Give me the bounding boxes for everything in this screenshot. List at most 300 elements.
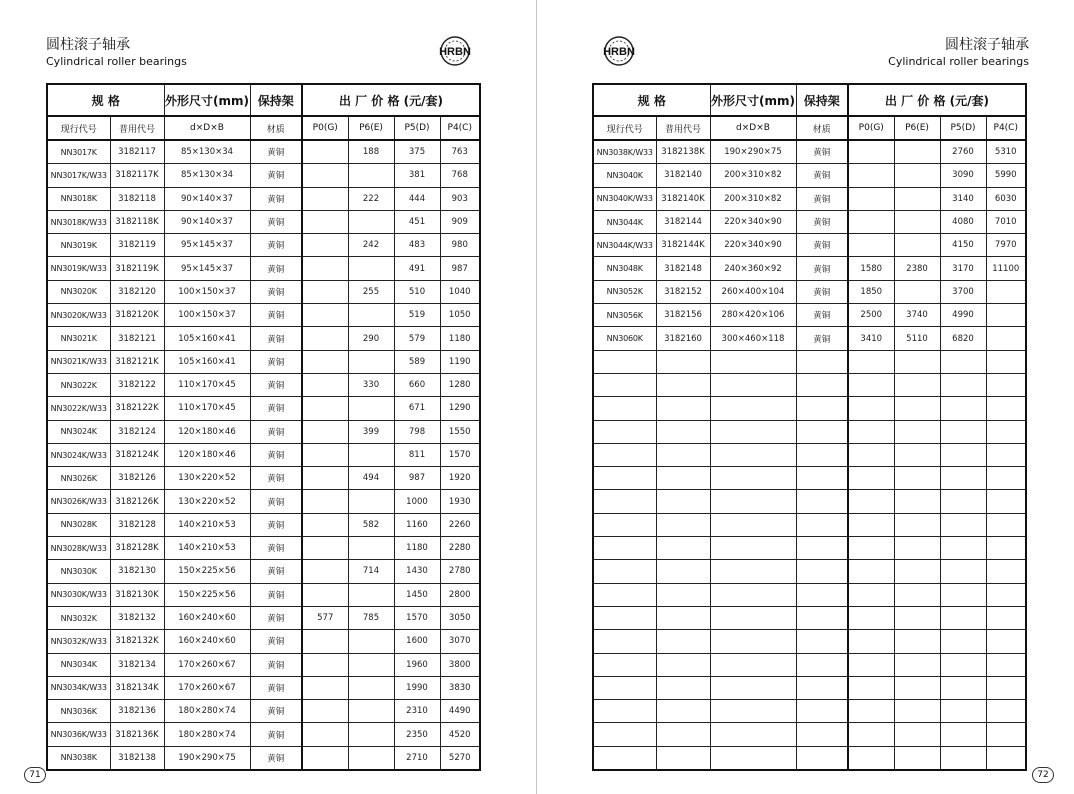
empty-table-row <box>593 560 1026 583</box>
cell-p4: 1290 <box>440 397 480 420</box>
cell-p6 <box>894 234 940 257</box>
table-row <box>47 164 480 187</box>
empty-table-row <box>593 420 1026 443</box>
cell-dimensions: 240×360×92 <box>710 257 796 280</box>
empty-table-row <box>593 467 1026 490</box>
cell-p0 <box>302 560 348 583</box>
cell-material: 黄铜 <box>250 443 302 466</box>
cell-dimensions: 180×280×74 <box>164 700 250 723</box>
cell-material: 黄铜 <box>250 397 302 420</box>
cell-dimensions: 200×310×82 <box>710 164 796 187</box>
cell-p0 <box>848 676 894 699</box>
cell-p4 <box>986 560 1026 583</box>
cell-common-code: 3182140K <box>656 187 710 210</box>
cell-material: 黄铜 <box>250 746 302 770</box>
table-row <box>593 257 1026 280</box>
cell-p6: 222 <box>348 187 394 210</box>
cell-common-code <box>656 443 710 466</box>
cell-common-code: 3182140 <box>656 164 710 187</box>
cell-common-code: 3182126K <box>110 490 164 513</box>
cell-current-code <box>593 443 656 466</box>
cell-common-code: 3182130 <box>110 560 164 583</box>
cell-p5 <box>940 676 986 699</box>
cell-dimensions <box>710 397 796 420</box>
cell-p5: 1960 <box>394 653 440 676</box>
cell-p4 <box>986 723 1026 746</box>
table-row <box>47 187 480 210</box>
page-title-zh: 圆柱滚子轴承 <box>46 37 130 53</box>
cell-material: 黄铜 <box>250 304 302 327</box>
cell-p6: 290 <box>348 327 394 350</box>
cell-p5: 1600 <box>394 630 440 653</box>
cell-p0 <box>848 537 894 560</box>
page-title-en: Cylindrical roller bearings <box>888 55 1029 68</box>
cell-material <box>796 350 848 373</box>
empty-table-row <box>593 606 1026 629</box>
cell-p5: 444 <box>394 187 440 210</box>
cell-p0: 1850 <box>848 280 894 303</box>
cell-p4: 1570 <box>440 443 480 466</box>
cell-material: 黄铜 <box>250 210 302 233</box>
cell-p0: 3410 <box>848 327 894 350</box>
cell-p4: 768 <box>440 164 480 187</box>
cell-p5 <box>940 583 986 606</box>
table-row <box>47 723 480 746</box>
cell-dimensions: 140×210×53 <box>164 513 250 536</box>
cell-common-code: 3182136 <box>110 700 164 723</box>
cell-p0 <box>302 490 348 513</box>
cell-p5: 671 <box>394 397 440 420</box>
cell-p5 <box>940 560 986 583</box>
cell-p6 <box>894 746 940 770</box>
cell-p6 <box>348 630 394 653</box>
cell-p4: 1280 <box>440 373 480 396</box>
cell-p6: 5110 <box>894 327 940 350</box>
empty-table-row <box>593 373 1026 396</box>
cell-common-code: 3182124K <box>110 443 164 466</box>
cell-p6: 242 <box>348 234 394 257</box>
cell-p4: 1040 <box>440 280 480 303</box>
cell-dimensions <box>710 746 796 770</box>
cell-p5 <box>940 723 986 746</box>
cell-p5: 2710 <box>394 746 440 770</box>
empty-table-row <box>593 583 1026 606</box>
cell-p6 <box>894 700 940 723</box>
table-row <box>47 700 480 723</box>
cell-material: 黄铜 <box>250 723 302 746</box>
cell-common-code <box>656 700 710 723</box>
cell-current-code: NN3019K <box>47 234 110 257</box>
cell-dimensions: 120×180×46 <box>164 443 250 466</box>
cell-material: 黄铜 <box>250 653 302 676</box>
cell-material: 黄铜 <box>250 490 302 513</box>
cell-current-code: NN3017K/W33 <box>47 164 110 187</box>
cell-current-code <box>593 537 656 560</box>
cell-dimensions <box>710 606 796 629</box>
cell-dimensions: 95×145×37 <box>164 234 250 257</box>
cell-common-code <box>656 746 710 770</box>
cell-material: 黄铜 <box>250 234 302 257</box>
cell-p6 <box>348 164 394 187</box>
cell-p0: 1580 <box>848 257 894 280</box>
cell-p4: 1550 <box>440 420 480 443</box>
group-header-row <box>47 84 480 116</box>
cell-p4 <box>986 700 1026 723</box>
cell-p0 <box>848 653 894 676</box>
cell-material <box>796 723 848 746</box>
cell-common-code: 3182118K <box>110 210 164 233</box>
left-table-body <box>47 140 480 770</box>
cell-dimensions <box>710 630 796 653</box>
cell-common-code: 3182122K <box>110 397 164 420</box>
cell-p0 <box>302 630 348 653</box>
cell-p0 <box>848 164 894 187</box>
cell-p5: 987 <box>394 467 440 490</box>
cell-common-code: 3182134 <box>110 653 164 676</box>
cell-p0 <box>848 513 894 536</box>
cell-p6 <box>894 653 940 676</box>
cell-current-code: NN3026K/W33 <box>47 490 110 513</box>
cell-p6: 582 <box>348 513 394 536</box>
table-row <box>47 746 480 770</box>
cell-p6 <box>894 443 940 466</box>
cell-common-code: 3182138K <box>656 140 710 164</box>
cell-common-code <box>656 630 710 653</box>
cell-p4 <box>986 606 1026 629</box>
sub-header-row <box>593 116 1026 140</box>
cell-p6 <box>894 210 940 233</box>
cell-dimensions: 260×400×104 <box>710 280 796 303</box>
cell-p0 <box>302 210 348 233</box>
cell-common-code: 3182160 <box>656 327 710 350</box>
cell-dimensions: 180×280×74 <box>164 723 250 746</box>
page-title-zh: 圆柱滚子轴承 <box>945 37 1029 53</box>
cell-material: 黄铜 <box>250 676 302 699</box>
table-row <box>47 234 480 257</box>
cell-material: 黄铜 <box>250 327 302 350</box>
cell-p6 <box>348 257 394 280</box>
cell-p5: 2310 <box>394 700 440 723</box>
cell-p5 <box>940 513 986 536</box>
header-p4: P4(C) <box>440 116 480 140</box>
cell-common-code: 3182138 <box>110 746 164 770</box>
table-row <box>47 373 480 396</box>
cell-common-code: 3182144K <box>656 234 710 257</box>
cell-p4: 903 <box>440 187 480 210</box>
header-p5: P5(D) <box>940 116 986 140</box>
cell-p5: 3140 <box>940 187 986 210</box>
cell-p0 <box>848 420 894 443</box>
cell-p0 <box>302 304 348 327</box>
cell-common-code: 3182126 <box>110 467 164 490</box>
cell-current-code: NN3019K/W33 <box>47 257 110 280</box>
cell-material <box>796 537 848 560</box>
cell-dimensions: 110×170×45 <box>164 397 250 420</box>
cell-current-code <box>593 513 656 536</box>
cell-dimensions <box>710 583 796 606</box>
header-current-code: 现行代号 <box>593 116 656 140</box>
cell-p5: 798 <box>394 420 440 443</box>
sub-header-row <box>47 116 480 140</box>
cell-p6: 2380 <box>894 257 940 280</box>
page-number: 71 <box>24 767 46 783</box>
bearing-price-table <box>46 83 481 771</box>
cell-p5: 2760 <box>940 140 986 164</box>
cell-current-code: NN3036K/W33 <box>47 723 110 746</box>
empty-table-row <box>593 443 1026 466</box>
empty-table-row <box>593 653 1026 676</box>
table-row <box>47 420 480 443</box>
cell-material: 黄铜 <box>796 210 848 233</box>
table-row <box>47 537 480 560</box>
cell-material: 黄铜 <box>250 187 302 210</box>
cell-p5: 381 <box>394 164 440 187</box>
cell-p5: 491 <box>394 257 440 280</box>
logo-text: HRBN <box>439 46 471 58</box>
cell-current-code: NN3028K/W33 <box>47 537 110 560</box>
cell-p5 <box>940 350 986 373</box>
cell-p6: 785 <box>348 606 394 629</box>
cell-p0 <box>302 373 348 396</box>
cell-p4 <box>986 304 1026 327</box>
cell-p6 <box>894 606 940 629</box>
cell-p4: 763 <box>440 140 480 164</box>
cell-p0 <box>848 560 894 583</box>
cell-dimensions: 130×220×52 <box>164 490 250 513</box>
cell-p4: 1050 <box>440 304 480 327</box>
cell-p6 <box>348 746 394 770</box>
cell-material <box>796 676 848 699</box>
empty-table-row <box>593 350 1026 373</box>
header-p6: P6(E) <box>348 116 394 140</box>
cell-dimensions: 220×340×90 <box>710 210 796 233</box>
cell-common-code: 3182118 <box>110 187 164 210</box>
cell-p6 <box>894 373 940 396</box>
cell-dimensions: 200×310×82 <box>710 187 796 210</box>
cell-current-code: NN3032K <box>47 606 110 629</box>
cell-p6 <box>894 630 940 653</box>
cell-material <box>796 420 848 443</box>
cell-p4 <box>986 746 1026 770</box>
empty-table-row <box>593 723 1026 746</box>
cell-common-code <box>656 606 710 629</box>
cell-common-code: 3182130K <box>110 583 164 606</box>
cell-p6 <box>348 700 394 723</box>
cell-dimensions <box>710 443 796 466</box>
cell-material <box>796 467 848 490</box>
cell-current-code: NN3060K <box>593 327 656 350</box>
cell-dimensions <box>710 490 796 513</box>
cell-current-code: NN3024K/W33 <box>47 443 110 466</box>
cell-common-code <box>656 653 710 676</box>
header-p6: P6(E) <box>894 116 940 140</box>
cell-p0 <box>848 746 894 770</box>
cell-common-code: 3182121K <box>110 350 164 373</box>
cell-p4: 2800 <box>440 583 480 606</box>
cell-p5: 579 <box>394 327 440 350</box>
cell-current-code <box>593 676 656 699</box>
header-p5: P5(D) <box>394 116 440 140</box>
cell-current-code: NN3048K <box>593 257 656 280</box>
cell-material: 黄铜 <box>250 560 302 583</box>
cell-current-code <box>593 420 656 443</box>
cell-p5: 519 <box>394 304 440 327</box>
cell-p5: 1990 <box>394 676 440 699</box>
cell-material <box>796 606 848 629</box>
hrbn-logo-icon <box>595 34 643 68</box>
table-row <box>593 327 1026 350</box>
cell-p5: 4150 <box>940 234 986 257</box>
header-p0: P0(G) <box>302 116 348 140</box>
cell-dimensions <box>710 676 796 699</box>
cell-current-code: NN3021K <box>47 327 110 350</box>
table-row <box>47 443 480 466</box>
empty-table-row <box>593 630 1026 653</box>
cell-p5 <box>940 467 986 490</box>
cell-p4 <box>986 467 1026 490</box>
cell-dimensions: 90×140×37 <box>164 187 250 210</box>
cell-current-code: NN3044K <box>593 210 656 233</box>
cell-p4: 7010 <box>986 210 1026 233</box>
cell-p6 <box>348 653 394 676</box>
cell-p4: 3070 <box>440 630 480 653</box>
cell-dimensions <box>710 700 796 723</box>
cell-common-code <box>656 560 710 583</box>
cell-current-code: NN3040K/W33 <box>593 187 656 210</box>
cell-p6 <box>894 164 940 187</box>
cell-p4 <box>986 513 1026 536</box>
cell-p6 <box>894 560 940 583</box>
cell-dimensions: 190×290×75 <box>710 140 796 164</box>
cell-dimensions: 110×170×45 <box>164 373 250 396</box>
cell-current-code <box>593 653 656 676</box>
cell-current-code <box>593 723 656 746</box>
header-dxdxb: d×D×B <box>710 116 796 140</box>
cell-dimensions: 130×220×52 <box>164 467 250 490</box>
cell-material: 黄铜 <box>796 257 848 280</box>
cell-p6: 494 <box>348 467 394 490</box>
cell-p0 <box>848 700 894 723</box>
cell-current-code: NN3030K/W33 <box>47 583 110 606</box>
cell-current-code <box>593 467 656 490</box>
cell-material <box>796 583 848 606</box>
cell-p5: 1180 <box>394 537 440 560</box>
cell-current-code <box>593 490 656 513</box>
cell-material: 黄铜 <box>250 350 302 373</box>
page-spine <box>536 0 537 794</box>
cell-material: 黄铜 <box>250 630 302 653</box>
cell-p6 <box>348 490 394 513</box>
cell-p4: 2780 <box>440 560 480 583</box>
hrbn-logo-icon <box>431 34 479 68</box>
cell-p6: 255 <box>348 280 394 303</box>
table-row <box>593 140 1026 164</box>
cell-common-code: 3182136K <box>110 723 164 746</box>
cell-dimensions: 150×225×56 <box>164 560 250 583</box>
table-row <box>47 490 480 513</box>
cell-p5: 4990 <box>940 304 986 327</box>
cell-dimensions: 120×180×46 <box>164 420 250 443</box>
cell-current-code <box>593 350 656 373</box>
cell-p0 <box>848 583 894 606</box>
header-dimensions: 外形尺寸(mm) <box>164 84 250 116</box>
cell-p5: 3090 <box>940 164 986 187</box>
cell-material: 黄铜 <box>796 140 848 164</box>
cell-material <box>796 560 848 583</box>
cell-p0 <box>302 164 348 187</box>
cell-dimensions: 280×420×106 <box>710 304 796 327</box>
cell-common-code: 3182124 <box>110 420 164 443</box>
cell-p4: 987 <box>440 257 480 280</box>
cell-dimensions: 220×340×90 <box>710 234 796 257</box>
header-p4: P4(C) <box>986 116 1026 140</box>
cell-current-code: NN3022K <box>47 373 110 396</box>
cell-current-code: NN3056K <box>593 304 656 327</box>
cell-p5: 1000 <box>394 490 440 513</box>
cell-dimensions <box>710 420 796 443</box>
cell-p5 <box>940 490 986 513</box>
cell-p6 <box>348 723 394 746</box>
cell-p4: 1190 <box>440 350 480 373</box>
table-row <box>593 304 1026 327</box>
cell-material: 黄铜 <box>796 280 848 303</box>
cell-p0 <box>302 350 348 373</box>
empty-table-row <box>593 700 1026 723</box>
cell-dimensions: 170×260×67 <box>164 676 250 699</box>
cell-material: 黄铜 <box>250 373 302 396</box>
cell-dimensions <box>710 653 796 676</box>
cell-p5: 6820 <box>940 327 986 350</box>
cell-dimensions <box>710 467 796 490</box>
cell-common-code: 3182144 <box>656 210 710 233</box>
cell-p6 <box>348 350 394 373</box>
cell-p0 <box>302 257 348 280</box>
table-row <box>593 187 1026 210</box>
cell-p0 <box>302 537 348 560</box>
cell-current-code: NN3020K/W33 <box>47 304 110 327</box>
cell-dimensions: 85×130×34 <box>164 140 250 164</box>
cell-p5 <box>940 443 986 466</box>
cell-p6: 330 <box>348 373 394 396</box>
cell-p4 <box>986 397 1026 420</box>
cell-common-code: 3182117K <box>110 164 164 187</box>
cell-dimensions: 105×160×41 <box>164 327 250 350</box>
cell-p5 <box>940 653 986 676</box>
empty-table-row <box>593 490 1026 513</box>
cell-p0 <box>302 583 348 606</box>
cell-p0 <box>302 653 348 676</box>
cell-common-code <box>656 676 710 699</box>
cell-material: 黄铜 <box>250 700 302 723</box>
cell-p4: 980 <box>440 234 480 257</box>
cell-dimensions: 190×290×75 <box>164 746 250 770</box>
cell-dimensions <box>710 373 796 396</box>
bearing-price-table <box>592 83 1027 771</box>
cell-material <box>796 490 848 513</box>
cell-current-code: NN3038K/W33 <box>593 140 656 164</box>
cell-p0: 2500 <box>848 304 894 327</box>
table-row <box>47 304 480 327</box>
cell-p4: 5270 <box>440 746 480 770</box>
cell-current-code: NN3020K <box>47 280 110 303</box>
header-current-code: 现行代号 <box>47 116 110 140</box>
cell-current-code <box>593 373 656 396</box>
cell-current-code: NN3022K/W33 <box>47 397 110 420</box>
cell-p0 <box>848 630 894 653</box>
cell-p4: 3050 <box>440 606 480 629</box>
cell-material: 黄铜 <box>796 187 848 210</box>
cell-p0 <box>302 397 348 420</box>
